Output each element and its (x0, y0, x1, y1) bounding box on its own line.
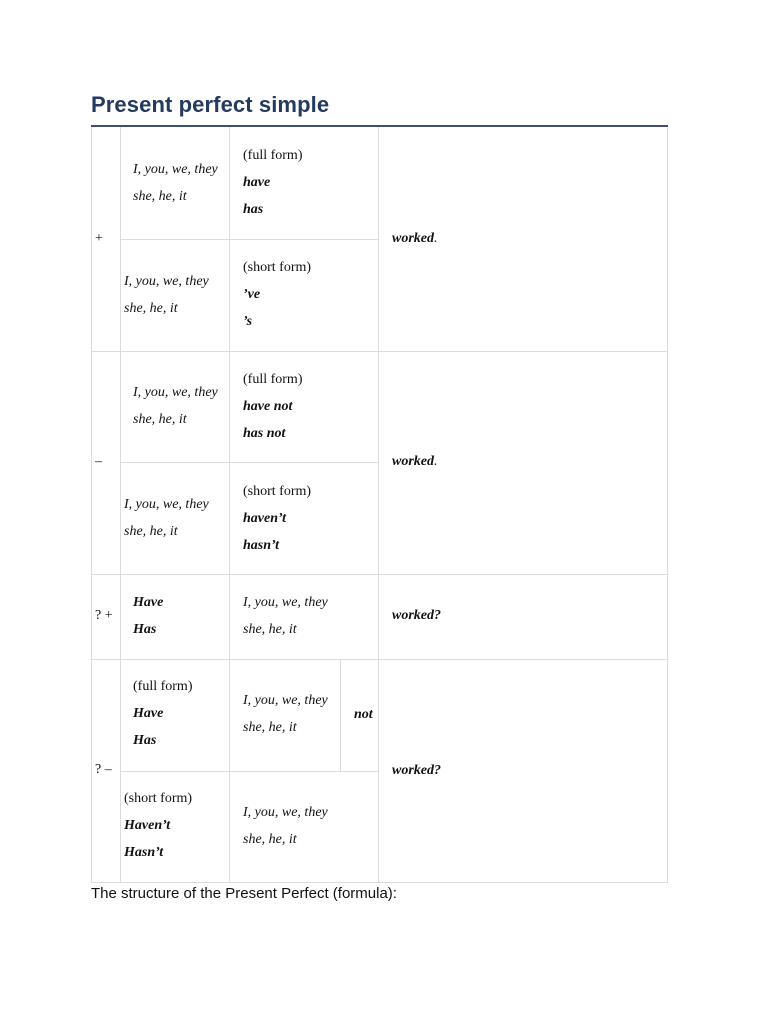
aux-verb: Have (133, 595, 164, 610)
not-word: not (354, 707, 373, 722)
subject-singular: she, he, it (124, 524, 178, 539)
subject-singular: she, he, it (243, 622, 297, 637)
subject-singular: she, he, it (243, 720, 297, 735)
table-border (91, 574, 668, 575)
title-underline (91, 125, 668, 127)
aux-verb: Have (133, 706, 164, 721)
table-border (120, 127, 121, 882)
table-border (340, 660, 341, 771)
verb: worked (392, 231, 434, 246)
table-border (91, 127, 92, 882)
table-border (378, 127, 379, 882)
form-label: (short form) (124, 791, 193, 806)
subject-singular: she, he, it (133, 412, 187, 427)
subject-plural: I, you, we, they (243, 595, 328, 610)
aux-verb: haven’t (243, 511, 287, 526)
aux-verb: have (243, 175, 271, 190)
aux-full (243, 142, 302, 223)
subject-plural: I, you, we, they (133, 162, 218, 177)
aux-short (243, 478, 311, 559)
aux-verb: Has (133, 622, 157, 637)
table-border (667, 127, 668, 882)
subject-list (243, 589, 328, 643)
form-label: (full form) (243, 148, 303, 163)
aux-verb: Hasn’t (124, 845, 164, 860)
subject-list (133, 156, 218, 210)
form-label: (short form) (243, 260, 312, 275)
subject-plural: I, you, we, they (133, 385, 218, 400)
subject-singular: she, he, it (133, 189, 187, 204)
table-border (91, 882, 668, 883)
aux-full (243, 366, 302, 447)
verb-end: . (434, 231, 438, 246)
aux-verb: has (243, 202, 264, 217)
table-border (120, 239, 378, 240)
table-border (120, 771, 378, 772)
question-aux (133, 589, 163, 643)
aux-verb: have not (243, 399, 293, 414)
main-verb (392, 225, 438, 252)
aux-verb: ’s (243, 314, 253, 329)
affirmative-sign: + (95, 231, 103, 246)
verb: worked (392, 454, 434, 469)
subject-singular: she, he, it (243, 832, 297, 847)
aux-verb: hasn’t (243, 538, 280, 553)
negative-sign: – (95, 454, 102, 469)
subject-singular: she, he, it (124, 301, 178, 316)
table-border (91, 351, 668, 352)
aux-verb: Has (133, 733, 157, 748)
aux-short (243, 254, 311, 335)
aux-verb: Haven’t (124, 818, 171, 833)
main-verb: worked? (392, 763, 441, 778)
subject-plural: I, you, we, they (124, 274, 209, 289)
aux-verb: has not (243, 426, 286, 441)
subject-plural: I, you, we, they (243, 805, 328, 820)
form-label: (full form) (133, 679, 193, 694)
form-label: (short form) (243, 484, 312, 499)
page-title: Present perfect simple (91, 92, 330, 117)
aux-short (124, 785, 192, 866)
main-verb: worked? (392, 608, 441, 623)
aux-verb: ’ve (243, 287, 261, 302)
formula-caption: The structure of the Present Perfect (formula): (91, 885, 397, 902)
negative-question-sign: ? – (95, 762, 112, 777)
table-border (120, 462, 378, 463)
subject-list (124, 491, 209, 545)
main-verb (392, 448, 438, 475)
form-label: (full form) (243, 372, 303, 387)
subject-plural: I, you, we, they (124, 497, 209, 512)
subject-list (243, 687, 328, 741)
subject-list (243, 799, 328, 853)
aux-full (133, 673, 192, 754)
table-border (91, 659, 668, 660)
question-sign: ? + (95, 608, 113, 623)
verb-end: . (434, 454, 438, 469)
subject-list (133, 379, 218, 433)
table-border (229, 127, 230, 882)
subject-plural: I, you, we, they (243, 693, 328, 708)
subject-list (124, 268, 209, 322)
